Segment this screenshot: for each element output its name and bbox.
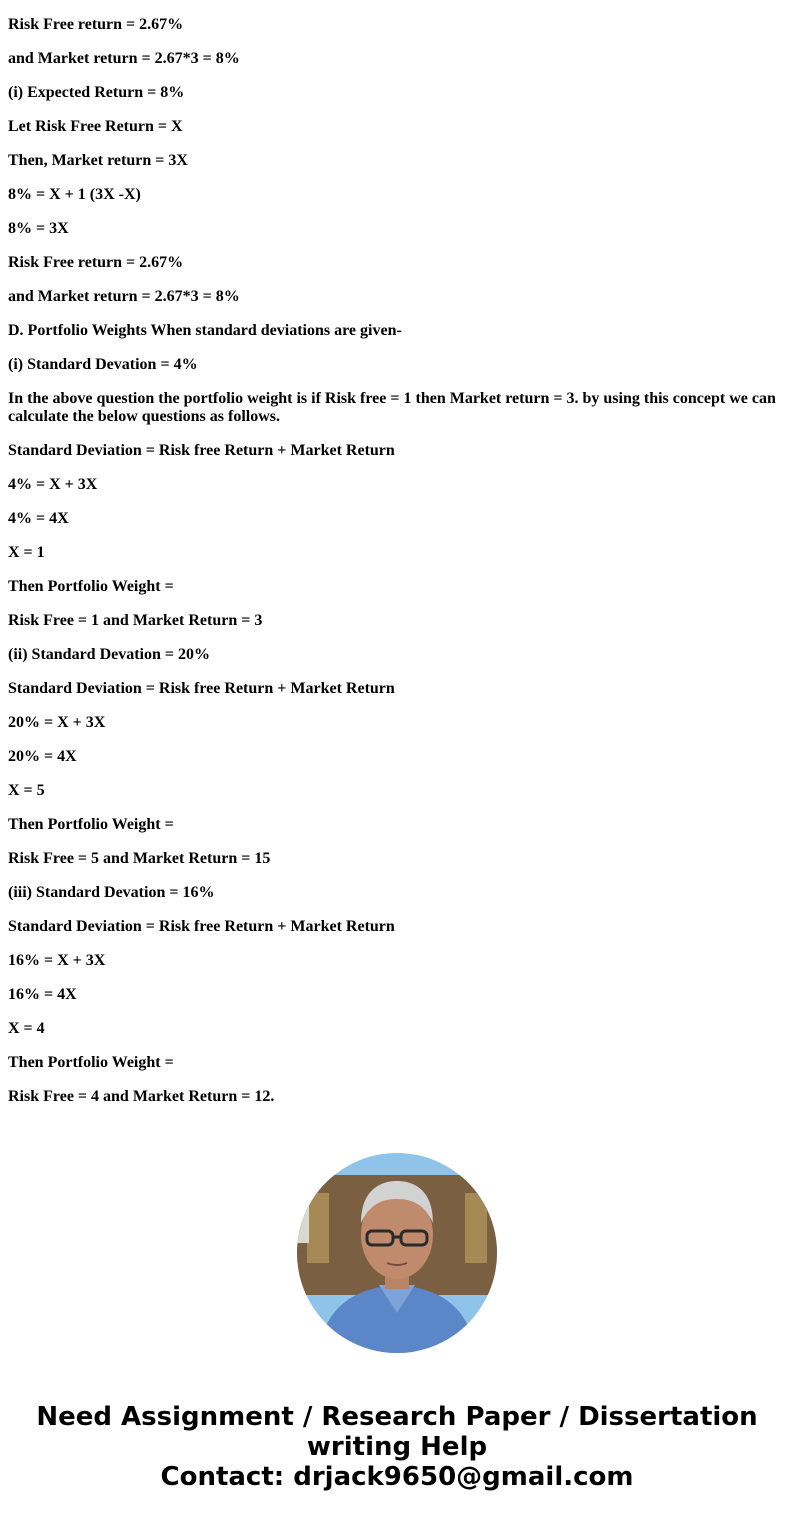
text-line: 16% = 4X bbox=[8, 986, 77, 1003]
text-line: Risk Free = 5 and Market Return = 15 bbox=[8, 850, 271, 867]
text-line: 16% = X + 3X bbox=[8, 952, 106, 969]
contact-banner bbox=[0, 1402, 794, 1492]
text-line: (iii) Standard Devation = 16% bbox=[8, 884, 215, 901]
text-line: Let Risk Free Return = X bbox=[8, 118, 183, 135]
text-line: 8% = X + 1 (3X -X) bbox=[8, 186, 141, 203]
text-line: (i) Standard Devation = 4% bbox=[8, 356, 198, 373]
text-line: 4% = X + 3X bbox=[8, 476, 98, 493]
text-line: Standard Deviation = Risk free Return + Market Return bbox=[8, 680, 395, 697]
text-line: (ii) Standard Devation = 20% bbox=[8, 646, 211, 663]
text-line: Standard Deviation = Risk free Return + Market Return bbox=[8, 918, 395, 935]
text-line: Standard Deviation = Risk free Return + Market Return bbox=[8, 442, 395, 459]
text-line: Then Portfolio Weight = bbox=[8, 816, 174, 833]
text-line: X = 1 bbox=[8, 544, 45, 561]
text-line: X = 4 bbox=[8, 1020, 45, 1037]
paragraph: In the above question the portfolio weight is if Risk free = 1 then Market return = 3. by using this concept we can calculate the below questions as follows. bbox=[8, 390, 776, 425]
text-line: Then, Market return = 3X bbox=[8, 152, 188, 169]
text-line: Risk Free return = 2.67% bbox=[8, 254, 184, 271]
text-line: Risk Free return = 2.67% bbox=[8, 16, 184, 33]
text-line: 4% = 4X bbox=[8, 510, 69, 527]
text-line: and Market return = 2.67*3 = 8% bbox=[8, 288, 240, 305]
text-line: and Market return = 2.67*3 = 8% bbox=[8, 50, 240, 67]
text-line: 20% = X + 3X bbox=[8, 714, 106, 731]
section-heading: D. Portfolio Weights When standard deviations are given- bbox=[8, 322, 402, 339]
author-photo bbox=[297, 1153, 497, 1353]
text-line: Then Portfolio Weight = bbox=[8, 578, 174, 595]
text-line: Risk Free = 4 and Market Return = 12. bbox=[8, 1088, 275, 1105]
author-avatar bbox=[297, 1153, 497, 1353]
text-line: 8% = 3X bbox=[8, 220, 69, 237]
document-body bbox=[8, 16, 784, 1122]
text-line: 20% = 4X bbox=[8, 748, 77, 765]
banner-line: writing Help bbox=[306, 1432, 488, 1462]
text-line: Risk Free = 1 and Market Return = 3 bbox=[8, 612, 263, 629]
text-line: X = 5 bbox=[8, 782, 45, 799]
contact-email: Contact: drjack9650@gmail.com bbox=[160, 1462, 634, 1492]
text-line: Then Portfolio Weight = bbox=[8, 1054, 174, 1071]
text-line: (i) Expected Return = 8% bbox=[8, 84, 185, 101]
banner-line: Need Assignment / Research Paper / Dissertation bbox=[36, 1402, 758, 1432]
